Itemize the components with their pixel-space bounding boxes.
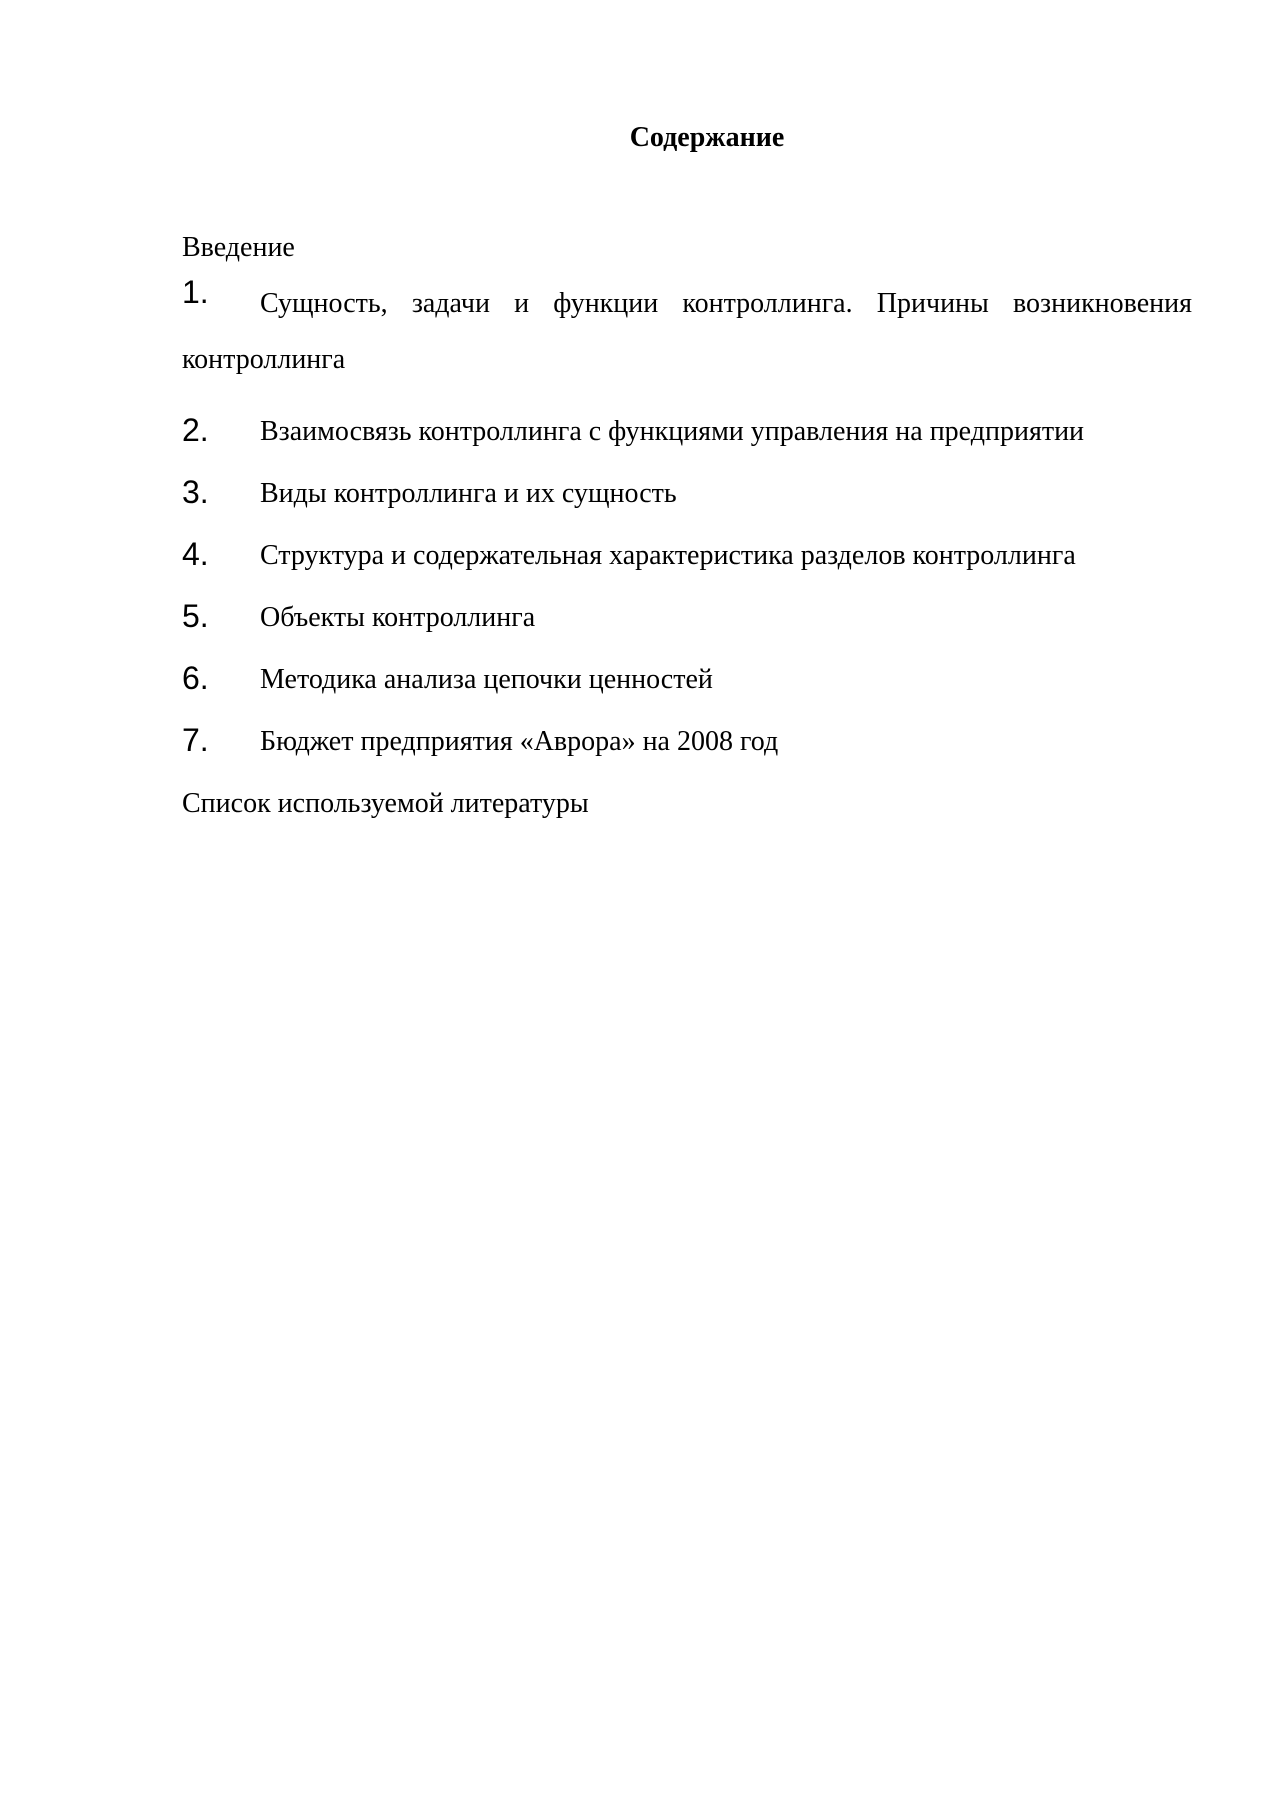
toc-item-text: Взаимосвязь контроллинга с функциями управления на предприятии [260, 416, 1085, 447]
toc-item [182, 276, 1192, 388]
toc-item [182, 538, 1192, 574]
toc-item-number: 4. [182, 536, 209, 572]
toc-item [182, 414, 1192, 450]
toc-item-number: 6. [182, 660, 209, 696]
toc-item [182, 600, 1192, 636]
page-title: Содержание [629, 122, 785, 153]
toc-item [182, 724, 1192, 760]
toc-item [182, 662, 1192, 698]
toc-item-number: 7. [182, 722, 209, 758]
toc-item-text: Методика анализа цепочки ценностей [260, 664, 713, 695]
toc-item-number: 5. [182, 598, 209, 634]
toc-references: Список используемой литературы [182, 788, 589, 819]
toc-item-number: 2. [182, 412, 209, 448]
toc-item-text: Структура и содержательная характеристика разделов контроллинга [260, 540, 1076, 571]
toc-item-number: 3. [182, 474, 209, 510]
toc-item [182, 476, 1192, 512]
toc-item-text: Сущность, задачи и функции контроллинга. Причины возникновения контроллинга [182, 288, 1192, 375]
toc-item-text: Виды контроллинга и их сущность [260, 478, 677, 509]
toc-item-number: 1. [182, 274, 209, 310]
toc-item-text: Бюджет предприятия «Аврора» на 2008 год [260, 726, 779, 757]
toc-intro: Введение [182, 232, 295, 263]
table-of-contents [182, 230, 1192, 842]
toc-item-text: Объекты контроллинга [260, 602, 536, 633]
